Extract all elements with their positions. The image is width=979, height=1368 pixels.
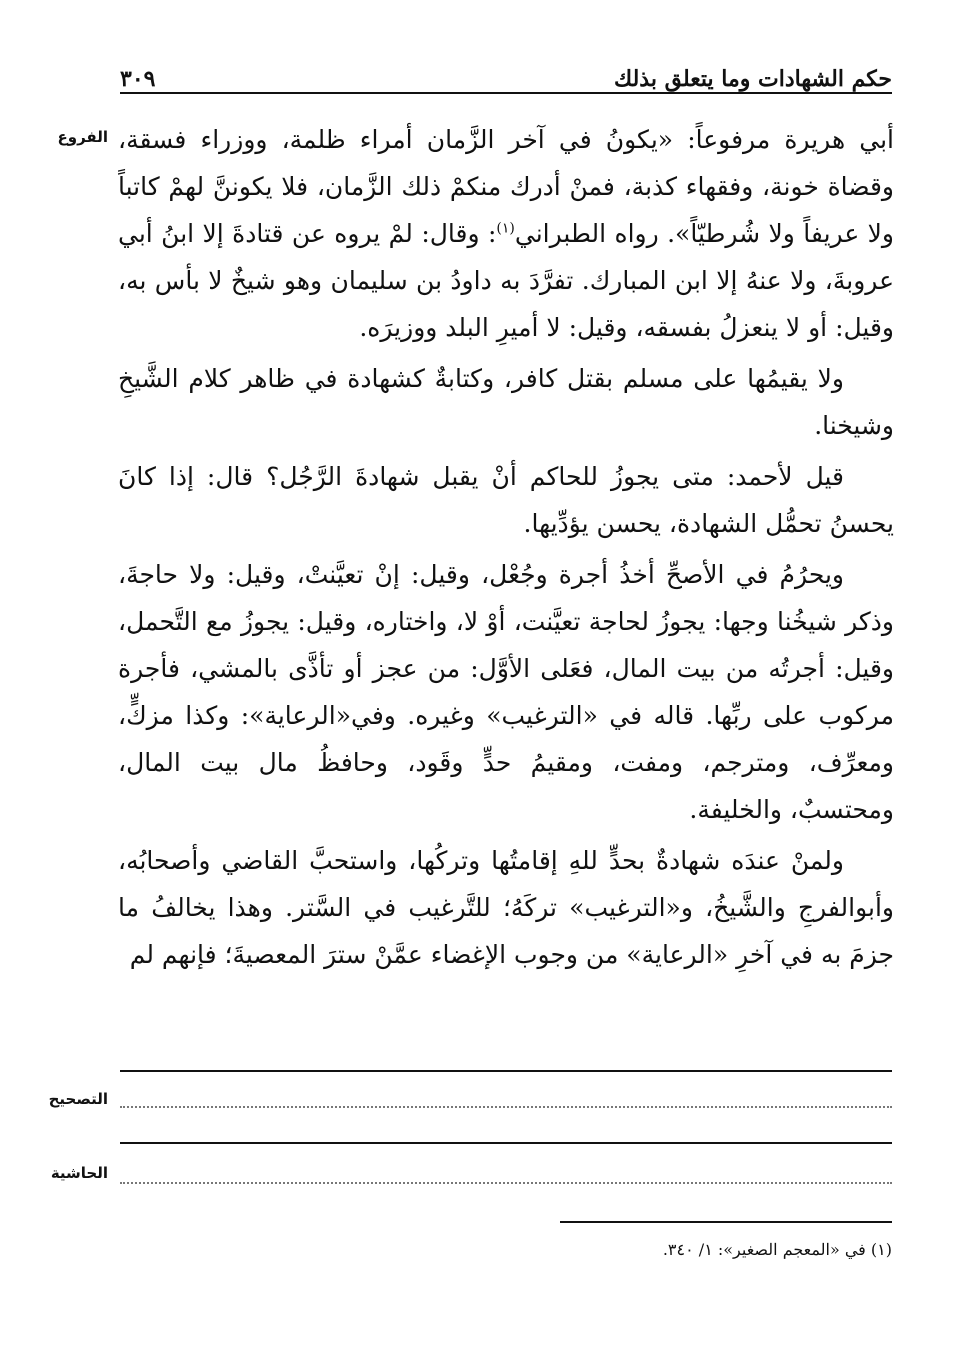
header-rule (120, 92, 892, 94)
tashih-rule (120, 1142, 892, 1144)
footnote-marker: (١) (496, 220, 515, 237)
paragraph-5: ولمنْ عندَه شهادةٌ بحدٍّ للهِ إقامتُها وتركُها، واستحبَّ القاضي وأصحابُه، وأبوالفرجِ والشَّيخُ، و«الترغيب» تركَهُ؛ للتَّرغيب في السَّتر. وهذا يخالفُ ما جزمَ به في آخرِ «الرعاية» من وجوب الإغضاء عمَّنْ سترَ المعصيةَ؛ فإنهم لم (118, 846, 894, 969)
text-end-rule (120, 1070, 892, 1072)
margin-label-hashiya: الحاشية (50, 1164, 108, 1182)
margin-label-furu: الفروع (57, 128, 108, 146)
page-number: ٣٠٩ (120, 66, 156, 92)
hashiya-dotted-line (120, 1182, 892, 1184)
main-text (118, 116, 894, 1066)
paragraph-2: ولا يقيمُها على مسلم بقتل كافر، وكتابةٌ كشهادة في ظاهر كلام الشَّيخِ وشيخنا. (118, 364, 894, 440)
paragraph-4: ويحرُمُ في الأصحِّ أخذُ أجرة وجُعْل، وقيل: إنْ تعيَّنتْ، وقيل: ولا حاجةَ، وذكر شيخُنا وجها: يجوزُ لحاجة تعيَّنت، أوْ لا، واختاره، وقيل: يجوزُ مع التَّحمل، وقيل: أجرتُه من بيت المال، فعَلى الأوَّل: من عجز أو تأذَّى بالمشي، فأجرة مركوب على ربِّها. قاله في «الترغيب» وغيره. وفي«الرعاية»: وكذا مزكٍّ، ومعرِّف، ومترجم، ومفت، ومقيمُ حدٍّ وقَود، وحافظُ مال بيت المال، ومحتسبٌ، والخليفة. (118, 560, 894, 824)
paragraph-3: قيل لأحمد: متى يجوزُ للحاكم أنْ يقبل شهادةَ الرَّجُل؟ قال: إذا كانَ يحسنُ تحمُّل الشهادة، يحسن يؤدِّيها. (118, 462, 894, 538)
running-title: حكم الشهادات وما يتعلق بذلك (614, 66, 892, 92)
page-header (120, 56, 892, 92)
footnote-rule (560, 1221, 892, 1223)
tashih-dotted-line (120, 1106, 892, 1108)
margin-label-tashih: التصحيح (48, 1090, 108, 1108)
footnote-text: (١) في «المعجم الصغير»: ١/ ٣٤٠. (662, 1240, 892, 1259)
paragraph-1: أبي هريرة مرفوعاً: «يكونُ في آخر الزَّمان أمراء ظلمة، ووزراء فسقة، وقضاة خونة، وفقهاء كذبة، فمنْ أدرك منكمْ ذلك الزَّمان، فلا يكوننَّ لهمْ كاتباً ولا عريفاً ولا شُرطيّاً». رواه الطبراني$^{(١)}$: وقال: لمْ يروه عن قتادةَ إلا ابنُ أبي عروبةَ، ولا عنهُ إلا ابن المبارك. تفرَّدَ به داودُ بن سليمان وهو شيخٌ لا بأس به، وقيل: أو لا ينعزلُ بفسقه، وقيل: لا أميرِ البلد ووزيرَه. (118, 125, 894, 342)
